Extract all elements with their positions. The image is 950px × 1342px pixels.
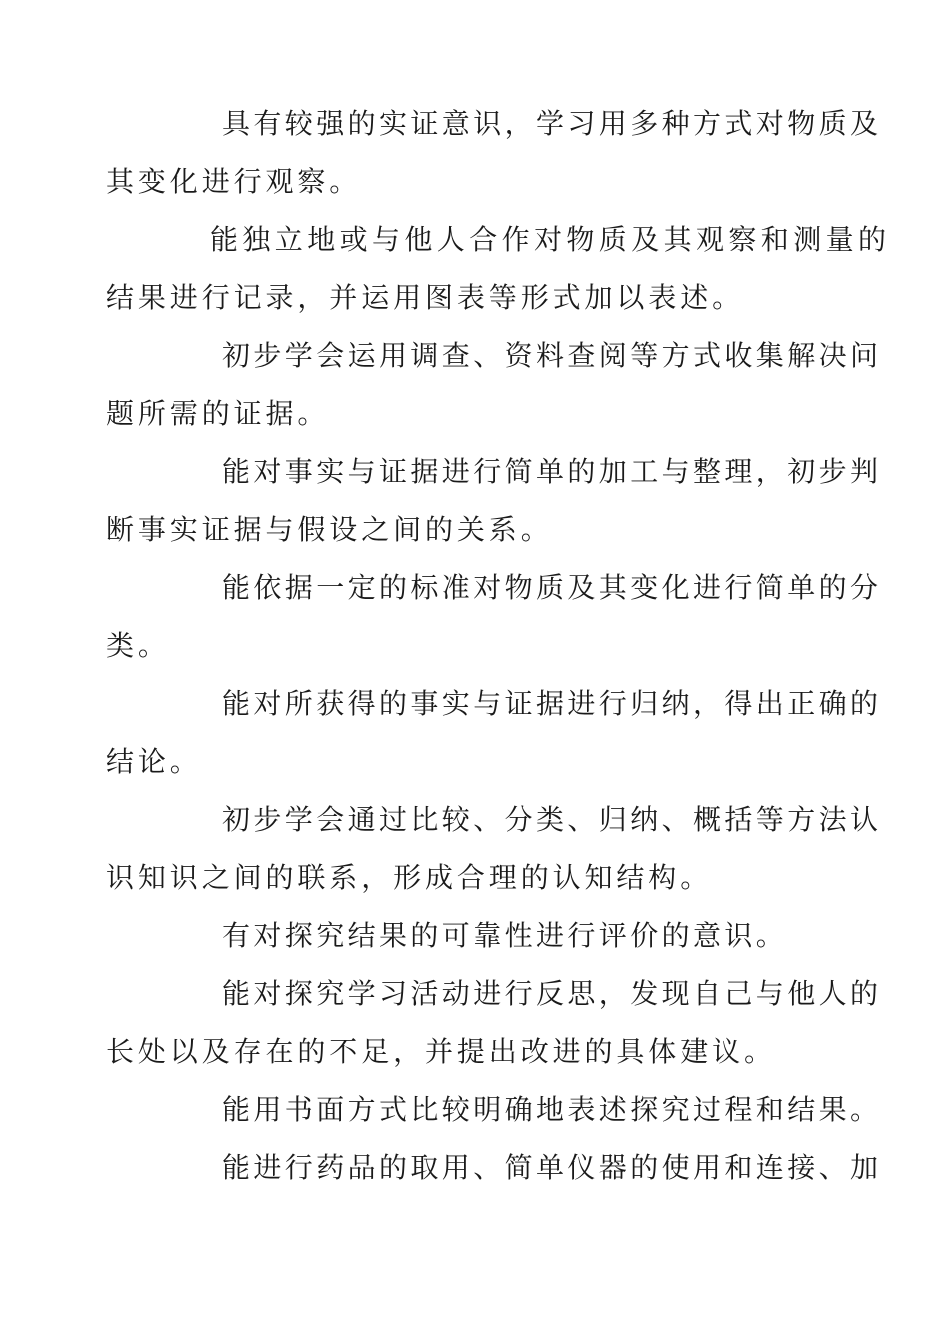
paragraph-line: 结论。 bbox=[106, 745, 202, 778]
paragraph-line: 断事实证据与假设之间的关系。 bbox=[106, 513, 553, 546]
paragraph-line: 能独立地或与他人合作对物质及其观察和测量的 bbox=[210, 223, 891, 256]
paragraph-line: 初步学会运用调查、资料查阅等方式收集解决问 bbox=[222, 339, 882, 372]
paragraph-line: 结果进行记录，并运用图表等形式加以表述。 bbox=[106, 281, 745, 314]
paragraph-line: 题所需的证据。 bbox=[106, 397, 330, 430]
paragraph-line: 能依据一定的标准对物质及其变化进行简单的分 bbox=[222, 571, 882, 604]
paragraph-line: 类。 bbox=[106, 629, 170, 662]
paragraph-line: 长处以及存在的不足，并提出改进的具体建议。 bbox=[106, 1035, 776, 1068]
paragraph-line: 初步学会通过比较、分类、归纳、概括等方法认 bbox=[222, 803, 882, 836]
paragraph-line: 能进行药品的取用、简单仪器的使用和连接、加 bbox=[222, 1151, 882, 1184]
paragraph-line: 能对事实与证据进行简单的加工与整理，初步判 bbox=[222, 455, 882, 488]
paragraph-line: 能用书面方式比较明确地表述探究过程和结果。 bbox=[222, 1093, 882, 1126]
paragraph-line: 识知识之间的联系，形成合理的认知结构。 bbox=[106, 861, 713, 894]
paragraph-line: 有对探究结果的可靠性进行评价的意识。 bbox=[222, 919, 788, 952]
paragraph-line: 能对所获得的事实与证据进行归纳，得出正确的 bbox=[222, 687, 882, 720]
paragraph-line: 具有较强的实证意识，学习用多种方式对物质及 bbox=[222, 107, 882, 140]
paragraph-line: 能对探究学习活动进行反思，发现自己与他人的 bbox=[222, 977, 882, 1010]
paragraph-line: 其变化进行观察。 bbox=[106, 165, 362, 198]
